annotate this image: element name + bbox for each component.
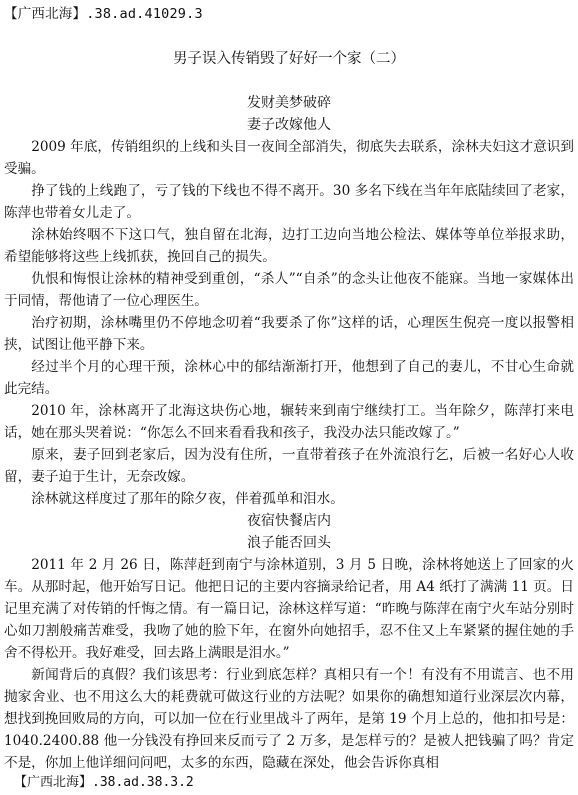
- section1-heading-1: 发财美梦破碎: [247, 95, 331, 111]
- footer-line: [4, 771, 574, 793]
- paragraph: 2011 年 2 月 26 日，陈萍赶到南宁与涂林道别，3 月 5 日晚，涂林将她送上了回家的火车。从那时起，他开始写日记。他把日记的主要内容摘录给记者，用 A4 纸打了满满 11 页。日记里充满了对传销的忏悔之情。有一篇日记，涂林这样写道：“昨晚与陈萍在南宁火车站分别时心如刀割般痛苦难受，我吻了她的脸下年，在窗外向她招手，忍不住又上车紧紧的握住她的手舍不得松开。我好难受，回去路上满眼是泪水。”: [4, 557, 574, 661]
- paragraph: 新闻背后的真假？我们该思考：行业到底怎样？真相只有一个！有没有不用谎言、也不用抛家舍业、也不用这么大的耗费就可做这行业的方法呢？如果你的确想知道行业深层次内幕，想找到挽回败局的方向，可以加一位在行业里战斗了两年，是第 19 个月上总的，他扣扣号是：1040.2400.88 他一分钱没有挣回来反而亏了 2 万多，是怎样亏的？是被人把钱骗了吗？肯定不是，你加上他详细问问吧，太多的东西，隐藏在深处，他会告诉你真相: [4, 667, 574, 771]
- paragraph: 涂林就这样度过了那年的除夕夜，伴着孤单和泪水。: [31, 491, 344, 507]
- paragraph: 治疗初期，涂林嘴里仍不停地念叨着“我要杀了你”这样的话，心理医生倪亮一度以报警相挟，试图让他平静下来。: [4, 315, 574, 353]
- paragraph: 2009 年底，传销组织的上线和头目一夜间全部消失，彻底失去联系，涂林夫妇这才意识到受骗。: [4, 139, 574, 177]
- paragraph: 涂林始终咽不下这口气，独自留在北海，边打工边向当地公检法、媒体等单位举报求助，希望能够将这些上线抓获，挽回自己的损失。: [4, 227, 574, 265]
- section2-heading-1: 夜宿快餐店内: [247, 513, 331, 529]
- paragraph: 经过半个月的心理干预，涂林心中的郁结渐渐打开，他想到了自己的妻儿，不甘心生命就此完结。: [4, 359, 574, 397]
- section1-heading-2: 妻子改嫁他人: [247, 117, 331, 133]
- paragraph: 原来，妻子回到老家后，因为没有住所，一直带着孩子在外流浪行乞，后被一名好心人收留，妻子迫于生计，无奈改嫁。: [4, 447, 574, 485]
- paragraph: 2010 年，涂林离开了北海这块伤心地，辗转来到南宁继续打工。当年除夕，陈萍打来电话，她在那头哭着说：“你怎么不回来看看我和孩子，我没办法只能改嫁了。”: [4, 403, 574, 441]
- paragraph: 仇恨和悔恨让涂林的精神受到重创，“杀人”“自杀”的念头让他夜不能寐。当地一家媒体出于同情，帮他请了一位心理医生。: [4, 271, 574, 309]
- article-title: 男子误入传销毁了好好一个家（二）: [173, 51, 405, 67]
- document: [4, 2, 574, 774]
- header-source-tag: 【广西北海】.38.ad.41029.3: [4, 6, 203, 22]
- section2-heading-2: 浪子能否回头: [247, 535, 331, 551]
- paragraph: 挣了钱的上线跑了，亏了钱的下线也不得不离开。30 多名下线在当年年底陆续回了老家，陈萍也带着女儿走了。: [4, 183, 574, 221]
- footer-source-tag: 【广西北海】.38.ad.38.3.2: [14, 775, 194, 790]
